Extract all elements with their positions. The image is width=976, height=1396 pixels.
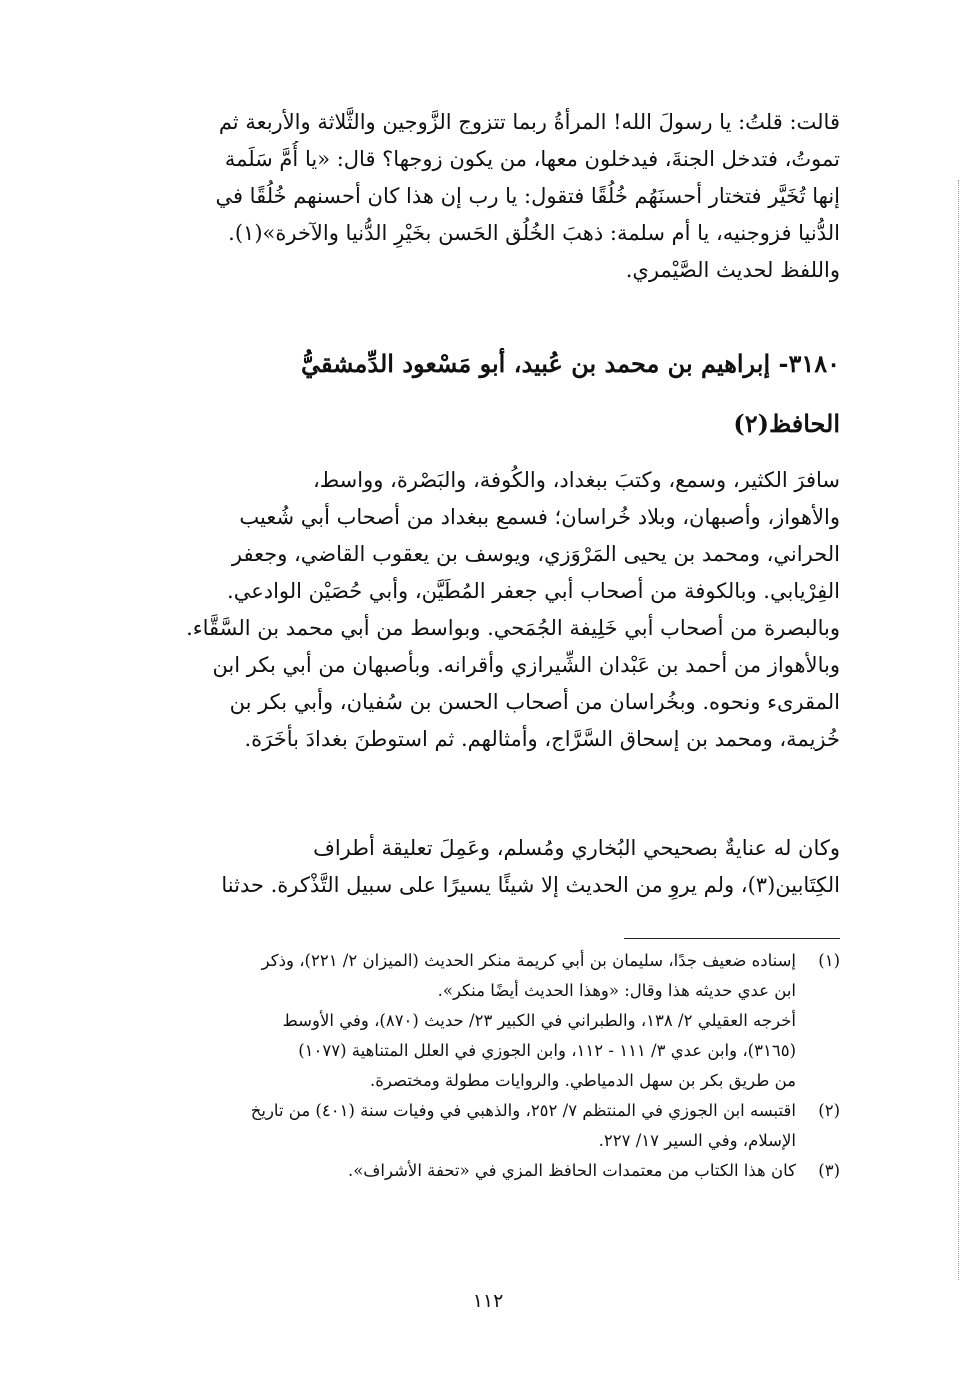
footnote-line: من طريق بكر بن سهل الدمياطي. والروايات مطولة ومختصرة. <box>370 1071 796 1090</box>
footnote-line: (٣١٦٥)، وابن عدي ٣/ ١١١ - ١١٢، وابن الجوزي في العلل المتناهية (١٠٧٧) <box>298 1041 796 1060</box>
footnote-number: (٣) <box>818 1161 840 1180</box>
text-line: قالت: قلتُ: يا رسولَ الله! المرأةُ ربما تتزوج الزَّوجين والثَّلاثة والأربعة ثم <box>218 110 840 134</box>
footnote-line: اقتبسه ابن الجوزي في المنتظم ٧/ ٢٥٢، والذهبي في وفيات سنة (٤٠١) من تاريخ <box>250 1101 796 1120</box>
footnote-number: (١) <box>818 951 840 970</box>
paragraph-biography <box>128 462 840 758</box>
paragraph-works <box>128 830 840 904</box>
footnote-text <box>128 946 796 1096</box>
footnotes <box>128 946 840 1186</box>
footnote-1 <box>128 946 840 1096</box>
text-line: خُزيمة، ومحمد بن إسحاق السَّرَّاج، وأمثالهم. ثم استوطنَ بغدادَ بأخَرَة. <box>244 727 840 751</box>
text-line: وكان له عنايةٌ بصحيحي البُخاري ومُسلم، وعَمِلَ تعليقة أطراف <box>313 836 840 860</box>
footnote-2 <box>128 1096 840 1156</box>
text-line: وبالأهواز من أحمد بن عَبْدان الشِّيرازي وأقرانه. وبأصبهان من أبي بكر ابن <box>212 653 840 677</box>
heading-line: الحافظ(٢) <box>733 409 840 438</box>
footnote-line: إسناده ضعيف جدًا، سليمان بن أبي كريمة منكر الحديث (الميزان ٢/ ٢٢١)، وذكر <box>261 951 796 970</box>
footnote-line: أخرجه العقيلي ٢/ ١٣٨، والطبراني في الكبير ٢٣/ حديث (٨٧٠)، وفي الأوسط <box>282 1011 796 1030</box>
text-line: المقرىء ونحوه. وبخُراسان من أصحاب الحسن بن سُفيان، وأبي بكر بن <box>229 690 840 714</box>
entry-heading <box>128 334 840 454</box>
text-line: الفِرْيابي. وبالكوفة من أصحاب أبي جعفر المُطَيَّن، وأبي حُصَيْن الوادعي. <box>227 579 840 603</box>
text-line: وبالبصرة من أصحاب أبي خَلِيفة الجُمَحي. وبواسط من أبي محمد بن السَّقَّاء. <box>186 616 840 640</box>
text-line: الكِتَابين(٣)، ولم يروِ من الحديث إلا شيئًا يسيرًا على سبيل التَّذْكرة. حدثنا <box>221 873 840 897</box>
footnote-separator <box>624 938 840 939</box>
text-line: تموتُ، فتدخل الجنةَ، فيدخلون معها، من يكون زوجها؟ قال: «يا أُمَّ سَلَمة <box>224 147 840 171</box>
text-line: والأهواز، وأصبهان، وبلاد خُراسان؛ فسمع ببغداد من أصحاب أبي شُعيب <box>239 505 840 529</box>
text-line: الحراني، ومحمد بن يحيى المَرْوَزي، ويوسف بن يعقوب القاضي، وجعفر <box>231 542 840 566</box>
text-line: الدُّنيا فزوجنيه، يا أم سلمة: ذهبَ الخُلُق الحَسن بخَيْرِ الدُّنيا والآخرة»(١). <box>228 221 840 245</box>
text-line: واللفظ لحديث الصَّيْمري. <box>625 258 840 282</box>
footnote-line: ابن عدي حديثه هذا وقال: «وهذا الحديث أيضًا منكر». <box>437 981 796 1000</box>
footnote-line: الإسلام، وفي السير ١٧/ ٢٢٧. <box>598 1131 796 1150</box>
heading-line: ٣١٨٠- إبراهيم بن محمد بن عُبيد، أبو مَسْعود الدِّمشقيُّ <box>300 349 840 378</box>
footnote-number: (٢) <box>818 1101 840 1120</box>
scan-edge-line <box>958 180 959 1280</box>
footnote-text <box>128 1156 796 1186</box>
page-number: ١١٢ <box>472 1290 504 1312</box>
footnote-line: كان هذا الكتاب من معتمدات الحافظ المزي في «تحفة الأشراف». <box>347 1161 796 1180</box>
footnote-text <box>128 1096 796 1156</box>
footnote-3 <box>128 1156 840 1186</box>
text-line: إنها تُخَيَّر فتختار أحسنَهُم خُلُقًا فتقول: يا رب إن هذا كان أحسنهم خُلُقًا في <box>215 184 840 208</box>
paragraph-hadith-continuation <box>128 104 840 289</box>
text-line: سافرَ الكثير، وسمع، وكتبَ ببغداد، والكُوفة، والبَصْرة، وواسط، <box>312 468 840 492</box>
